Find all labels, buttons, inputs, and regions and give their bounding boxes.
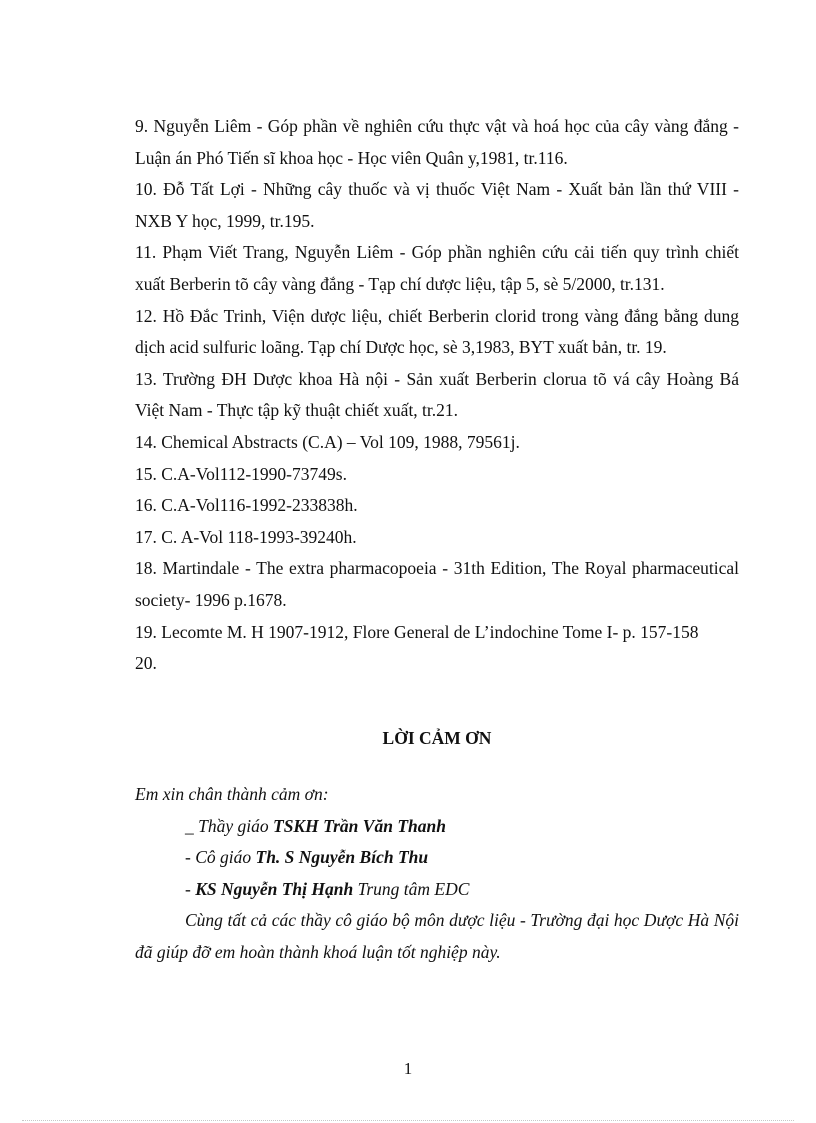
page-number: 1	[403, 1059, 413, 1078]
reference-item: 15. C.A-Vol112-1990-73749s.	[135, 463, 347, 484]
thanks-line-3-name: KS Nguyễn Thị Hạnh	[195, 878, 354, 899]
reference-item: 9. Nguyễn Liêm - Góp phần về nghiên cứu thực vật và hoá học của cây vàng đắng - Luận án Phó Tiến sĩ khoa học - Học viên Quân y,1981, tr.116.	[135, 116, 739, 168]
reference-item: 16. C.A-Vol116-1992-233838h.	[135, 495, 358, 516]
reference-list	[135, 111, 739, 680]
reference-item: 12. Hồ Đắc Trinh, Viện dược liệu, chiết Berberin clorid trong vàng đắng bằng dung dịch acid sulfuric loãng. Tạp chí Dược học, sè 3,1983, BYT xuất bản, tr. 19.	[135, 305, 739, 358]
reference-item: 20.	[135, 653, 157, 674]
thanks-line-1-prefix: _ Thầy giáo	[185, 815, 273, 836]
acknowledgement-heading: LỜI CẢM ƠN	[382, 728, 492, 748]
thanks-line-2	[135, 842, 739, 874]
thanks-line-3	[135, 874, 739, 906]
reference-item: 19. Lecomte M. H 1907-1912, Flore General de L’indochine Tome I- p. 157-158	[135, 621, 699, 642]
reference-item: 14. Chemical Abstracts (C.A) – Vol 109, 1988, 79561j.	[135, 431, 520, 452]
thanks-line-2-prefix: - Cô giáo	[185, 847, 256, 868]
reference-item: 18. Martindale - The extra pharmacopoeia - 31th Edition, The Royal pharmaceutical society- 1996 p.1678.	[135, 558, 739, 610]
reference-item: 10. Đỗ Tất Lợi - Những cây thuốc và vị thuốc Việt Nam - Xuất bản lần thứ VIII - NXB Y học, 1999, tr.195.	[135, 179, 739, 231]
thanks-line-2-name: Th. S Nguyễn Bích Thu	[255, 847, 429, 868]
acknowledgement-closing: Cùng tất cả các thầy cô giáo bộ môn dược liệu - Trường đại học Dược Hà Nội đã giúp đỡ em hoàn thành khoá luận tốt nghiệp này.	[135, 910, 739, 962]
reference-item: 13. Trường ĐH Dược khoa Hà nội - Sản xuất Berberin clorua tõ vá cây Hoàng Bá Việt Nam - Thực tập kỹ thuật chiết xuất, tr.21.	[135, 368, 739, 421]
reference-item: 11. Phạm Viết Trang, Nguyễn Liêm - Góp phần nghiên cứu cải tiến quy trình chiết xuất Berberin tõ cây vàng đắng - Tạp chí dược liệu, tập 5, sè 5/2000, tr.131.	[135, 242, 739, 294]
acknowledgement-intro: Em xin chân thành cảm ơn:	[135, 784, 329, 804]
reference-item: 17. C. A-Vol 118-1993-39240h.	[135, 526, 357, 547]
thanks-line-1	[135, 811, 739, 843]
thanks-line-1-name: TSKH Trần Văn Thanh	[273, 815, 446, 836]
thanks-line-3-suffix: Trung tâm EDC	[353, 878, 470, 899]
acknowledgement-section	[135, 779, 739, 969]
footer-divider	[22, 1120, 794, 1121]
thanks-line-3-prefix: -	[185, 878, 196, 899]
